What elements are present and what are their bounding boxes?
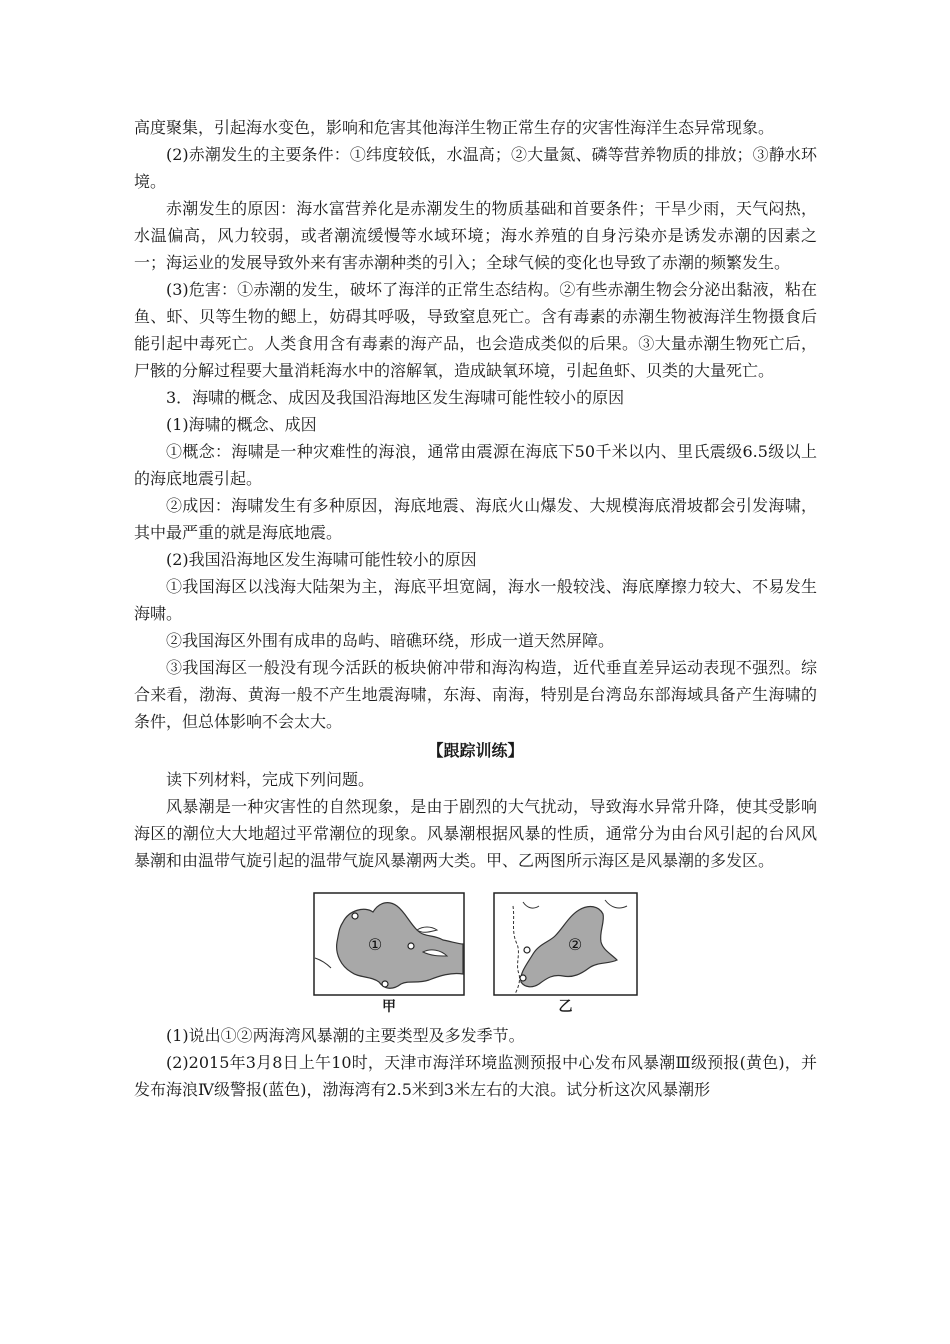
question-1: (1)说出①②两海湾风暴潮的主要类型及多发季节。: [166, 1026, 525, 1045]
question-2: (2)2015年3月8日上午10时，天津市海洋环境监测预报中心发布风暴潮Ⅲ级预报(黄色)，并发布海浪Ⅳ级警报(蓝色)，渤海湾有2.5米到3米左右的大浪。试分析这次风暴潮形: [134, 1053, 817, 1099]
marker-2: ②: [567, 935, 583, 954]
paragraph-instructions: 读下列材料，完成下列问题。: [166, 770, 375, 789]
paragraph-continuation: 高度聚集，引起海水变色，影响和危害其他海洋生物正常生存的灾害性海洋生态异常现象。: [134, 118, 775, 137]
figure-maps: [134, 892, 817, 1016]
heading-tsunami: 3．海啸的概念、成因及我国沿海地区发生海啸可能性较小的原因: [166, 388, 625, 407]
figure-yi: [493, 892, 638, 1016]
subheading-tsunami-concept: (1)海啸的概念、成因: [166, 415, 317, 434]
map-jia: [313, 892, 465, 996]
paragraph-china-reason-2: ②我国海区外围有成串的岛屿、暗礁环绕，形成一道天然屏障。: [166, 631, 615, 650]
paragraph-red-tide-causes: 赤潮发生的原因：海水富营养化是赤潮发生的物质基础和首要条件；干旱少雨，天气闷热，水温偏高，风力较弱，或者潮流缓慢等水域环境；海水养殖的自身污染亦是诱发赤潮的因素之一；海运业的发展导致外来有害赤潮种类的引入；全球气候的变化也导致了赤潮的频繁发生。: [134, 199, 817, 272]
paragraph-red-tide-harms: (3)危害：①赤潮的发生，破坏了海洋的正常生态结构。②有些赤潮生物会分泌出黏液，粘在鱼、虾、贝等生物的鳃上，妨碍其呼吸，导致窒息死亡。含有毒素的赤潮生物被海洋生物摄食后能引起中毒死亡。人类食用含有毒素的海产品，也会造成类似的后果。③大量赤潮生物死亡后，尸骸的分解过程要大量消耗海水中的溶解氧，造成缺氧环境，引起鱼虾、贝类的大量死亡。: [134, 280, 817, 380]
paragraph-china-reason-1: ①我国海区以浅海大陆架为主，海底平坦宽阔，海水一般较浅、海底摩擦力较大、不易发生海啸。: [134, 577, 817, 623]
figure-caption-jia: 甲: [382, 999, 396, 1015]
document-body: [134, 114, 817, 1103]
marker-1: ①: [367, 935, 383, 954]
figure-caption-yi: 乙: [558, 999, 573, 1015]
paragraph-red-tide-conditions: (2)赤潮发生的主要条件：①纬度较低，水温高；②大量氮、磷等营养物质的排放；③静水环境。: [134, 145, 817, 191]
paragraph-tsunami-concept: ①概念：海啸是一种灾难性的海浪，通常由震源在海底下50千米以内、里氏震级6.5级以上的海底地震引起。: [134, 442, 817, 488]
subheading-china-tsunami: (2)我国沿海地区发生海啸可能性较小的原因: [166, 550, 477, 569]
paragraph-storm-surge-material: 风暴潮是一种灾害性的自然现象，是由于剧烈的大气扰动，导致海水异常升降，使其受影响海区的潮位大大地超过平常潮位的现象。风暴潮根据风暴的性质，通常分为由台风引起的台风风暴潮和由温带气旋引起的温带气旋风暴潮两大类。甲、乙两图所示海区是风暴潮的多发区。: [134, 797, 817, 870]
paragraph-tsunami-causes: ②成因：海啸发生有多种原因，海底地震、海底火山爆发、大规模海底滑坡都会引发海啸，其中最严重的就是海底地震。: [134, 496, 817, 542]
paragraph-china-reason-3: ③我国海区一般没有现今活跃的板块俯冲带和海沟构造，近代垂直差异运动表现不强烈。综合来看，渤海、黄海一般不产生地震海啸，东海、南海，特别是台湾岛东部海域具备产生海啸的条件，但总体影响不会太大。: [134, 658, 817, 731]
section-heading-practice: 【跟踪训练】: [427, 741, 524, 760]
figure-jia: [313, 892, 465, 1016]
map-yi: [493, 892, 638, 996]
